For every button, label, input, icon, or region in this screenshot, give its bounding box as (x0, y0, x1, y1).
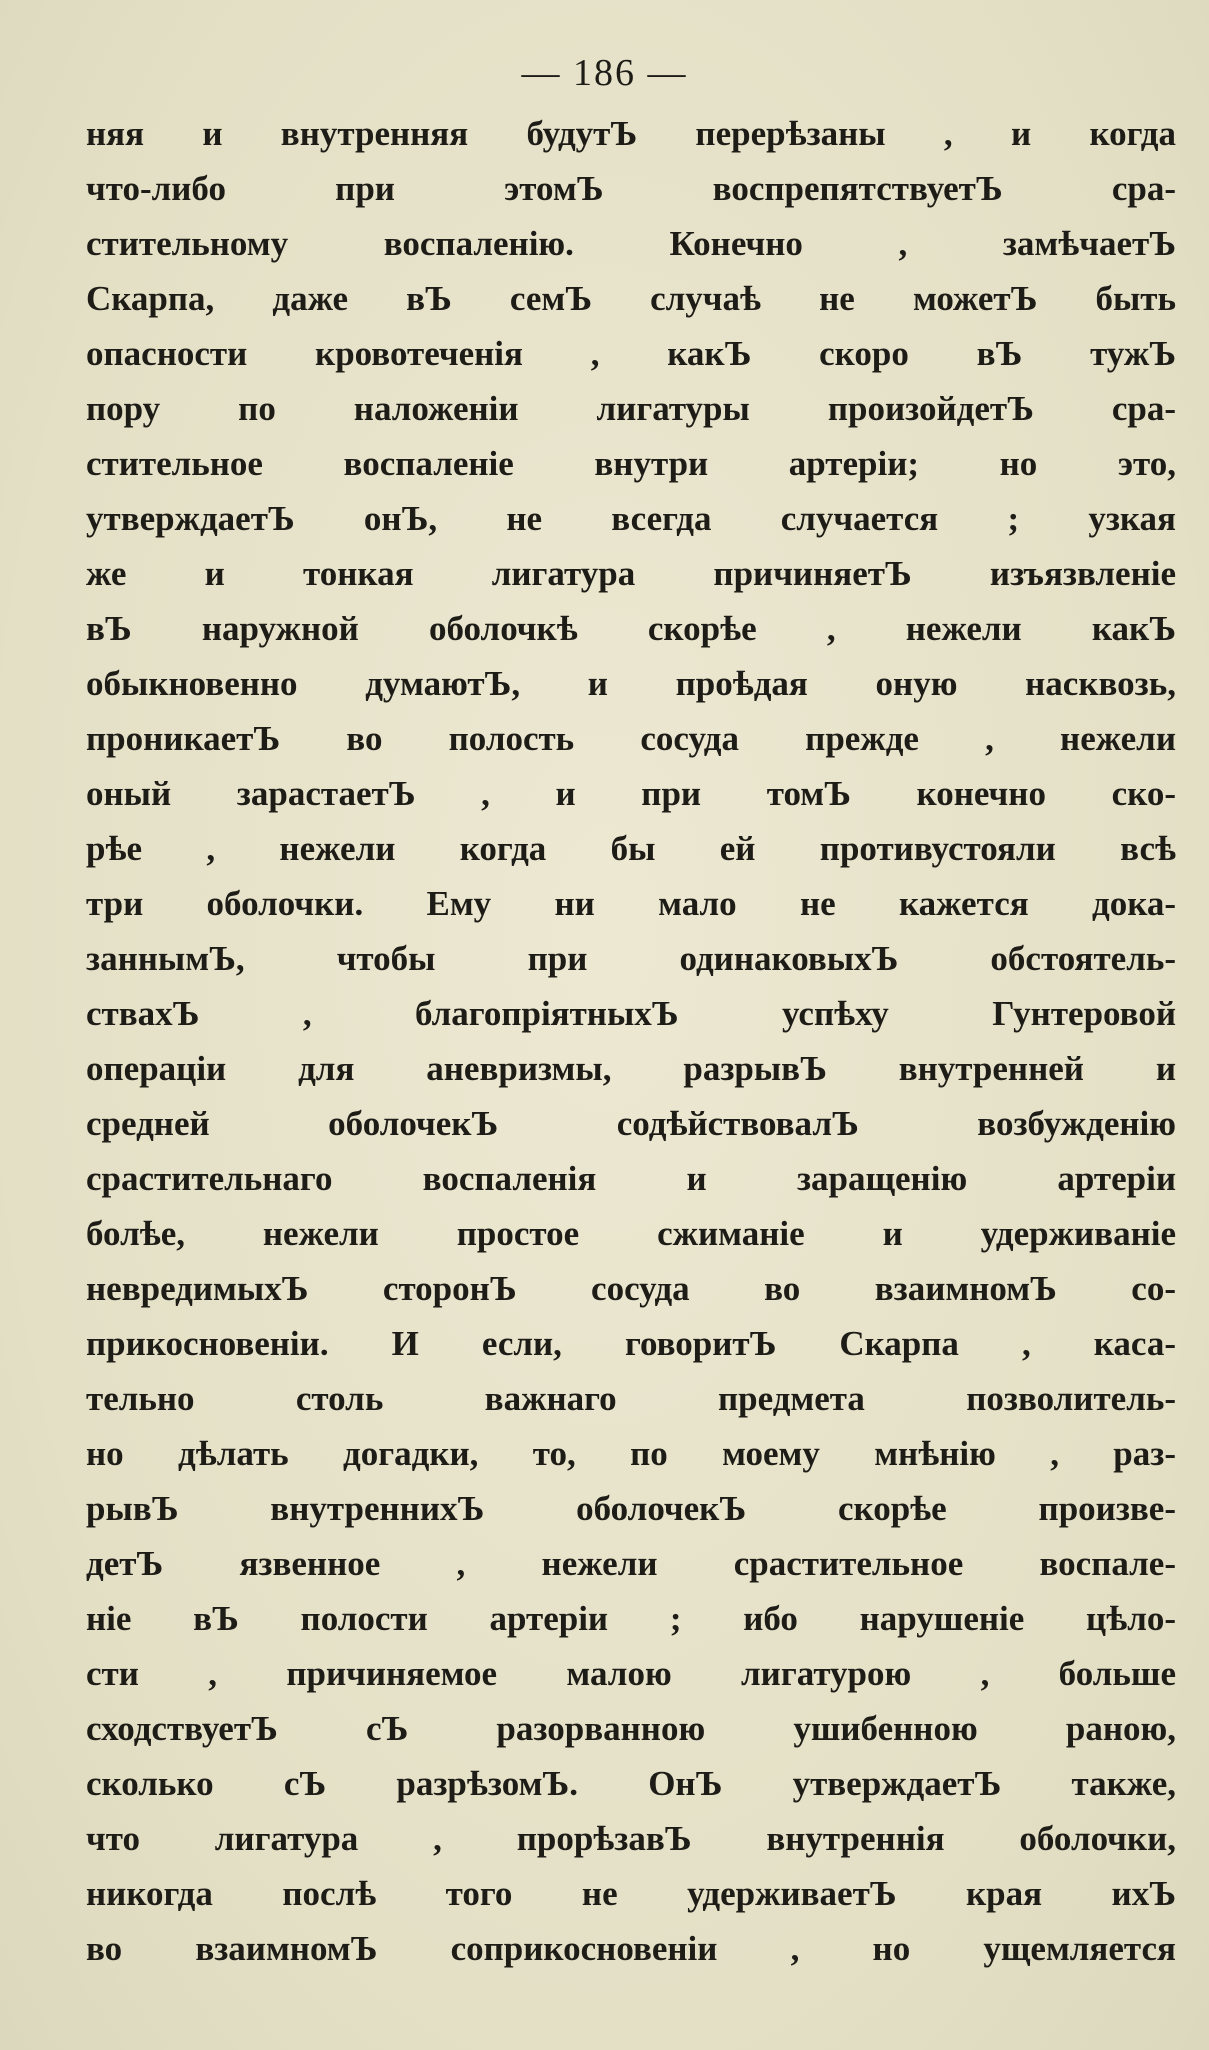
text-line: но дѣлать догадки, то, по моему мнѣнію , раз- (86, 1434, 1176, 1473)
text-line: рывЪ внутреннихЪ оболочекЪ скорѣе произве- (86, 1489, 1176, 1528)
text-line: рѣе , нежели когда бы ей противустояли всѣ (86, 829, 1176, 868)
text-line: стительному воспаленію. Конечно , замѣчаетЪ (86, 224, 1176, 263)
text-line: утверждаетЪ онЪ, не всегда случается ; узкая (86, 499, 1176, 538)
text-line: никогда послѣ того не удерживаетЪ края ихЪ (86, 1874, 1176, 1913)
text-line: оный зарастаетЪ , и при томЪ конечно ско- (86, 774, 1176, 813)
text-line: сходствуетЪ сЪ разорванною ушибенною раною, (86, 1709, 1176, 1748)
text-line: детЪ язвенное , нежели срастительное воспале- (86, 1544, 1176, 1583)
text-line: Скарпа, даже вЪ семЪ случаѣ не можетЪ быть (86, 279, 1176, 318)
text-line: стительное воспаленіе внутри артеріи; но это, (86, 444, 1176, 483)
text-line: проникаетЪ во полость сосуда прежде , нежели (86, 719, 1176, 758)
text-line: ствахЪ , благопріятныхЪ успѣху Гунтеровой (86, 994, 1176, 1033)
text-line: тельно столь важнаго предмета позволитель- (86, 1379, 1176, 1418)
text-line: опасности кровотеченія , какЪ скоро вЪ тужЪ (86, 334, 1176, 373)
text-line: обыкновенно думаютЪ, и проѣдая оную насквозь, (86, 664, 1176, 703)
text-line: няя и внутренняя будутЪ перерѣзаны , и когда (86, 114, 1176, 153)
text-line: три оболочки. Ему ни мало не кажется дока- (86, 884, 1176, 923)
text-line: ніе вЪ полости артеріи ; ибо нарушеніе цѣло- (86, 1599, 1176, 1638)
body-text (86, 106, 1176, 1976)
text-line: операціи для аневризмы, разрывЪ внутренней и (86, 1049, 1176, 1088)
text-line: прикосновеніи. И если, говоритЪ Скарпа , каса- (86, 1324, 1176, 1363)
text-line: срастительнаго воспаленія и заращенію артеріи (86, 1159, 1176, 1198)
text-line: болѣе, нежели простое сжиманіе и удерживаніе (86, 1214, 1176, 1253)
text-line: заннымЪ, чтобы при одинаковыхЪ обстоятель- (86, 939, 1176, 978)
page-number: — 186 — (521, 52, 688, 94)
text-line: невредимыхЪ сторонЪ сосуда во взаимномЪ со- (86, 1269, 1176, 1308)
text-line: же и тонкая лигатура причиняетЪ изъязвленіе (86, 554, 1176, 593)
text-line: что лигатура , прорѣзавЪ внутреннія оболочки, (86, 1819, 1176, 1858)
text-line: во взаимномЪ соприкосновеніи , но ущемляется (86, 1929, 1176, 1968)
text-line: средней оболочекЪ содѣйствовалЪ возбужденію (86, 1104, 1176, 1143)
text-line: пору по наложеніи лигатуры произойдетЪ сра- (86, 389, 1176, 428)
text-line: сколько сЪ разрѣзомЪ. ОнЪ утверждаетЪ также, (86, 1764, 1176, 1803)
text-line: вЪ наружной оболочкѣ скорѣе , нежели какЪ (86, 609, 1176, 648)
text-line: что-либо при этомЪ воспрепятствуетЪ сра- (86, 169, 1176, 208)
text-line: сти , причиняемое малою лигатурою , больше (86, 1654, 1176, 1693)
